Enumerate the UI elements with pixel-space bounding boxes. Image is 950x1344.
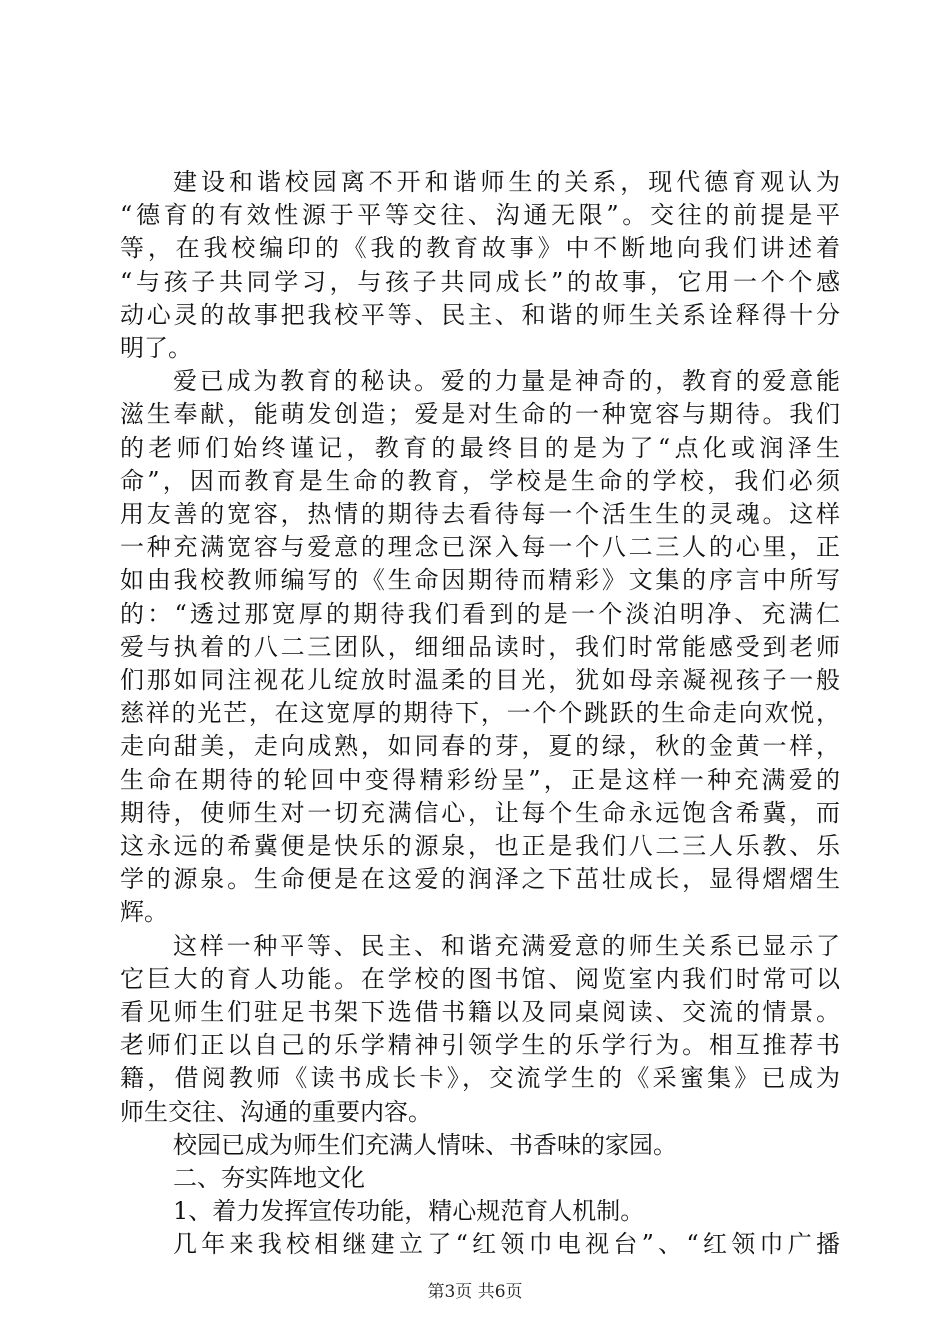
text-line: 建设和谐校园离不开和谐师生的关系，现代德育观认为 — [173, 168, 840, 196]
text-line: 老师们正以自己的乐学精神引领学生的乐学行为。相互推荐书 — [120, 1031, 840, 1060]
text-line: 这永远的希冀便是快乐的源泉，也正是我们八二三人乐教、乐 — [120, 832, 840, 860]
text-line: 学的源泉。生命便是在这爱的润泽之下茁壮成长，显得熠熠生 — [120, 865, 840, 894]
text-line: 它巨大的育人功能。在学校的图书馆、阅览室内我们时常可以 — [120, 964, 840, 993]
text-line: 命”，因而教育是生命的教育，学校是生命的学校，我们必须 — [120, 466, 840, 495]
text-line: 1、着力发挥宣传功能，精心规范育人机制。 — [173, 1197, 645, 1226]
text-line: 生命在期待的轮回中变得精彩纷呈”，正是这样一种充满爱的 — [120, 765, 840, 794]
text-line: 校园已成为师生们充满人情味、书香味的家园。 — [173, 1130, 677, 1159]
text-line: “与孩子共同学习，与孩子共同成长”的故事，它用一个个感 — [120, 267, 840, 296]
text-line: 师生交往、沟通的重要内容。 — [120, 1097, 432, 1126]
page-number-footer: 第3页 共6页 — [427, 1282, 523, 1302]
text-line: 爱与执着的八二三团队，细细品读时，我们时常能感受到老师 — [120, 632, 840, 661]
text-line: 等，在我校编印的《我的教育故事》中不断地向我们讲述着 — [120, 234, 840, 263]
text-line: 看见师生们驻足书架下选借书籍以及同桌阅读、交流的情景。 — [120, 998, 840, 1026]
text-line: 籍，借阅教师《读书成长卡》，交流学生的《采蜜集》已成为 — [120, 1064, 840, 1093]
text-line: 二、夯实阵地文化 — [173, 1164, 365, 1192]
text-line: 走向甜美，走向成熟，如同春的芽，夏的绿，秋的金黄一样， — [120, 732, 840, 761]
text-line: 们那如同注视花儿绽放时温柔的目光，犹如母亲凝视孩子一般 — [120, 666, 840, 694]
text-line: 如由我校教师编写的《生命因期待而精彩》文集的序言中所写 — [120, 566, 840, 595]
text-line: 一种充满宽容与爱意的理念已深入每一个八二三人的心里，正 — [120, 533, 840, 562]
text-line: 慈祥的光芒，在这宽厚的期待下，一个个跳跃的生命走向欢悦， — [120, 699, 840, 728]
text-line: “德育的有效性源于平等交往、沟通无限”。交往的前提是平 — [120, 201, 840, 230]
text-line: 动心灵的故事把我校平等、民主、和谐的师生关系诠释得十分 — [120, 300, 840, 329]
text-line: 爱已成为教育的秘诀。爱的力量是神奇的，教育的爱意能 — [173, 367, 840, 396]
text-line: 辉。 — [120, 898, 168, 927]
text-line: 这样一种平等、民主、和谐充满爱意的师生关系已显示了 — [173, 931, 840, 960]
text-line: 期待，使师生对一切充满信心，让每个生命永远饱含希冀，而 — [120, 798, 840, 827]
text-line: 几年来我校相继建立了“红领巾电视台”、“红领巾广播 — [173, 1230, 840, 1259]
text-line: 明了。 — [120, 334, 192, 362]
text-line: 的老师们始终谨记，教育的最终目的是为了“点化或润泽生 — [120, 433, 840, 462]
text-line: 用友善的宽容，热情的期待去看待每一个活生生的灵魂。这样 — [120, 500, 840, 528]
text-line: 的：“透过那宽厚的期待我们看到的是一个淡泊明净、充满仁 — [120, 599, 840, 628]
text-line: 滋生奉献，能萌发创造；爱是对生命的一种宽容与期待。我们 — [120, 400, 840, 429]
